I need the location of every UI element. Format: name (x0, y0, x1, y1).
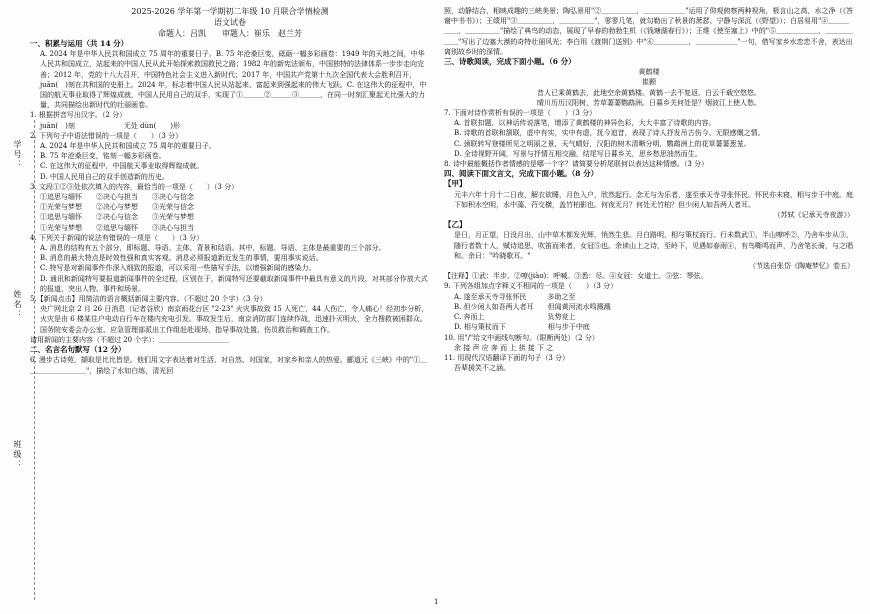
option: B. 75 年沧桑巨变，铭刻一幅多彩画卷。 (40, 152, 166, 161)
question: 1. 根据拼音写出汉字。（2 分） (30, 111, 127, 120)
passage: 照，动静结合，相映成趣的三峡美景；陶弘景用"②＿＿＿＿＿，＿＿＿＿＿＿"运用了仰观俯察两种视角，极言山之高，水之净（《答谢中书书》）；王绩用"③＿＿＿＿＿，＿＿＿＿＿"，寥寥几笔，就勾勒出了秋景的萧瑟、宁静与深沉（《野望》）；白居易用"④＿＿＿＿＿，＿＿＿＿＿"描绘了典鸟的动态，展现了早春的勃勃生机（《钱塘湖春行》）；王维《使至塞上》中的"⑤＿＿＿＿＿＿，＿＿＿＿＿＿"写出了边塞大漠的奇特壮丽风光；李白用《渡荆门送别》中"⑥＿＿＿＿＿，＿＿＿＿＿＿"一句，借写家乡水恋恋不舍，表达出离别故乡时的深情。 (444, 7, 853, 56)
question: 7. 下面对诗作赏析有误的一项是（ ）（3 分） (444, 109, 597, 118)
notes: 【注释】①武：半步。②嘹(jiào)：呼喊。③悉：尽。④女冠：女道士。⑤弦：琴弦。 (444, 272, 708, 281)
source: （苏轼《记承天寺夜游》） (773, 211, 854, 220)
option: D. 通讯和新闻特写要报道新闻事件的全过程，区别在于，新闻特写还要截取新闻事件中最具有意义的片段，对其部分作放大式的报道，突出人物、事件和场景。 (40, 274, 428, 293)
option: B. 但少闲人如吾两人者耳 但闻黄河流水鸣溅溅 (454, 302, 611, 311)
question: 10. 用"/"给文中画线句断句。（限断两处）（2 分） (444, 333, 599, 342)
poem-line: 昔人已乘黄鹤去，此地空余黄鹤楼。黄鹤一去不复返，白云千载空悠悠。 (537, 88, 761, 97)
exam-title: 2025-2026 学年第一学期初二年级 10 月联合学情检测 (131, 7, 329, 16)
option: B. 诗歌的首联和颔联，虚中有实，实中有虚，抚今追昔，表现了诗人抒发吊古伤今、无限感慨之情。 (454, 129, 765, 138)
section-heading: 三、诗歌阅读，完成下面小题。（6 分） (444, 57, 576, 67)
answer-line: juān( )刻 无处 dùn( )形 (40, 121, 181, 130)
section-heading: 一、积累与运用（共 14 分） (30, 39, 129, 48)
option: A. 2024 年是中华人民共和国成立 75 周年的重要日子。 (40, 142, 216, 151)
option: ①光荣与梦想 ②决心与梦想 ③光荣与信念 (40, 203, 194, 212)
classical-passage: 是日，月正望，日没月出，山中草木都发光辉，悄然生悲。月白路明，相与策杖而行。行未数武①，半山嘹呼②，乃舍车步从③，随行者数十人，赋诗追思，吹笛而来者，女冠⑤也。余读山上之诗，至岭下，见遇如春雨④，有鸟嘶鸣而声，乃舍笔长骑，与之唱和。余曰："吟晓歌耳。" (454, 231, 853, 260)
question: 3. 文段①②③处依次填入的内容，最恰当的一项是（ ）（3 分） (30, 182, 239, 191)
passage: A. 2024 年是中华人民共和国成立 75 周年的重要日子。B. 75 年沧桑巨变，砥砺一幅多彩画卷：1949 年的天地之间，中华人民共和国成立，站起来的中国人民从此开始探索救国救民之路；1982 年的新宪法颁布，中国独特的法律体系一步步走向完善；2012 年，党的十八大召开，中国特色社会主义进入新时代；2017 年，中国共产党第十九次全国代表大会胜利召开，juān( )刻在共和国的史册上。2024 年，标志着中国人民从站起来、富起来到强起来的伟大飞跃。C. 在这伟大的征程中，中国的航天事业取得了辉煌成就，中国人民用自己的双手，实现了①＿＿＿②＿＿＿③＿＿＿，在同一时刻汇聚起无比强大的力量，共同描绘出新时代的壮丽画卷。 (40, 50, 427, 110)
passage-label: 【甲】 (444, 179, 467, 189)
source: （节选自张岱《陶庵梦忆》卷五） (749, 262, 854, 271)
question: 11. 用现代汉语翻译下面的句子（3 分） (444, 353, 570, 362)
exam-authors: 命题人：吕凯 审题人：崔乐 赵兰芳 (158, 29, 302, 38)
option: D. 中国人民用自己的双手创造新的历史。 (40, 172, 169, 181)
option: A. 遂至承天寺寻张怀民 多助之至 (454, 292, 576, 301)
student-name-label: 姓名： (13, 290, 22, 320)
passage-label: 【乙】 (444, 220, 467, 230)
poem-author: 崔颢 (642, 78, 656, 87)
question: 4. 下列关于新闻的说法有错误的一项是（ ）（3 分） (30, 233, 204, 242)
question: 6. 漫步古诗苑，撷取是比比皆是。他们用文字表达着对生活、对自然、对国家，对家乡和亲人的热爱。郦道元《三峡》中的"①＿＿＿＿＿＿＿＿＿"，描绘了水如白练，清光回 (30, 356, 428, 375)
poem-title: 黄鹤楼 (638, 68, 660, 77)
page-number: 1 (434, 598, 439, 606)
sentence: 吾辈援笑不之涵。 (454, 364, 510, 373)
option: C. 特写是对新闻事件作深入细致的报道，可以采用一些描写手法，以增强新闻的感染力。 (40, 264, 316, 273)
question: 8. 诗中最能概括作者情感的是哪一个字？请简要分析尾联何以表达这种情感。（3 分） (444, 160, 709, 169)
left-column (30, 6, 430, 376)
option: A. 消息的结构有五个部分，即标题、导语、主体、背景和结语。其中，标题、导语、主体是最重要的三个部分。 (40, 244, 386, 253)
option: D. 相与策杖而下 相与步于中庭 (454, 323, 590, 332)
option: ①追思与缅怀 ②决心与信念 ③光荣与梦想 (40, 213, 194, 222)
option: B. 消息的最大特点是时效性强和真实客观。消息必须报道新近发生的事情，要用事实说话。 (40, 254, 323, 263)
question: 5.【新闻点击】用简洁的语言概括新闻主要内容。（不超过 20 个字）（3 分） (30, 295, 267, 304)
question: 9. 下列各组加点字释义不相同的一项是（ ）（3 分） (444, 282, 618, 291)
news-passage: 央广网北京 2 月 26 日消息（记者谷欣）南京雨花台区 "2·23" 火灾事故致 15 人死亡，44 人伤亡，令人痛心！经初步分析，火灾是由 6 楼某住户电动自行车在楼内充电引发。事故发生后，南京消防部门连续作战，迅速扑灭明火，全力搜救被困群众。国务院安委会办公室、应急管理部派出工作组赶赴现场，指导事故处置、伤员救治和调查工作。 (40, 305, 429, 334)
section-heading: 四、阅读下面文言文，完成下面小题。（8 分） (444, 169, 599, 179)
student-id-label: 学号： (13, 140, 22, 170)
class-label: 班级： (13, 440, 22, 470)
option: ①追思与缅怀 ②决心与担当 ③决心与信念 (40, 193, 194, 202)
classical-passage: 元丰六年十月十二日夜，解衣欲睡，月色入户，欣然起行。念无与为乐者，遂至承天寺寻张怀民。怀民亦未寝，相与步于中庭。庭下如积水空明，水中藻、荇交横，盖竹柏影也。何夜无月？何处无竹柏？但少闲人如吾两人者耳。 (454, 190, 853, 209)
option: D. 全诗视野开阔，写景与抒情互相交融，结尾写日暮乡关，思乡愁思油然而生。 (454, 149, 702, 158)
option: C. 奔而上 负势竞上 (454, 313, 576, 322)
option: A. 首联扣题，以神话传说落笔，增添了黄鹤楼的神异色彩，大大丰富了诗歌的内容。 (454, 119, 716, 128)
answer-line: 请用新闻的主要内容（不超过 20 个字）：＿＿＿＿＿＿＿＿＿＿ (30, 335, 229, 344)
section-heading: 二、名言名句默写（12 分） (30, 345, 126, 355)
option: ①光荣与梦想 ②追思与缅怀 ③决心与担当 (40, 223, 194, 232)
option: C. 颈联转写登楼所见之明丽之景，天气晴好，汉阳的树木清晰分明，鹦鹉洲上的花草萋萋葱茏。 (454, 139, 751, 148)
poem-line: 晴川历历汉阳树，芳草萋萋鹦鹉洲。日暮乡关何处是？烟波江上使人愁。 (537, 98, 761, 107)
question: 2. 下列句子中语法错误的一项是（ ）（3 分） (30, 131, 183, 140)
right-column (444, 6, 854, 373)
option: C. 在这伟大的征程中，中国航天事业取得辉煌成就。 (40, 162, 204, 171)
sentence: 余 接 声 应 奔 而 上 拱 接 下 之 (454, 343, 554, 352)
exam-subtitle: 语文试卷 (214, 18, 246, 27)
